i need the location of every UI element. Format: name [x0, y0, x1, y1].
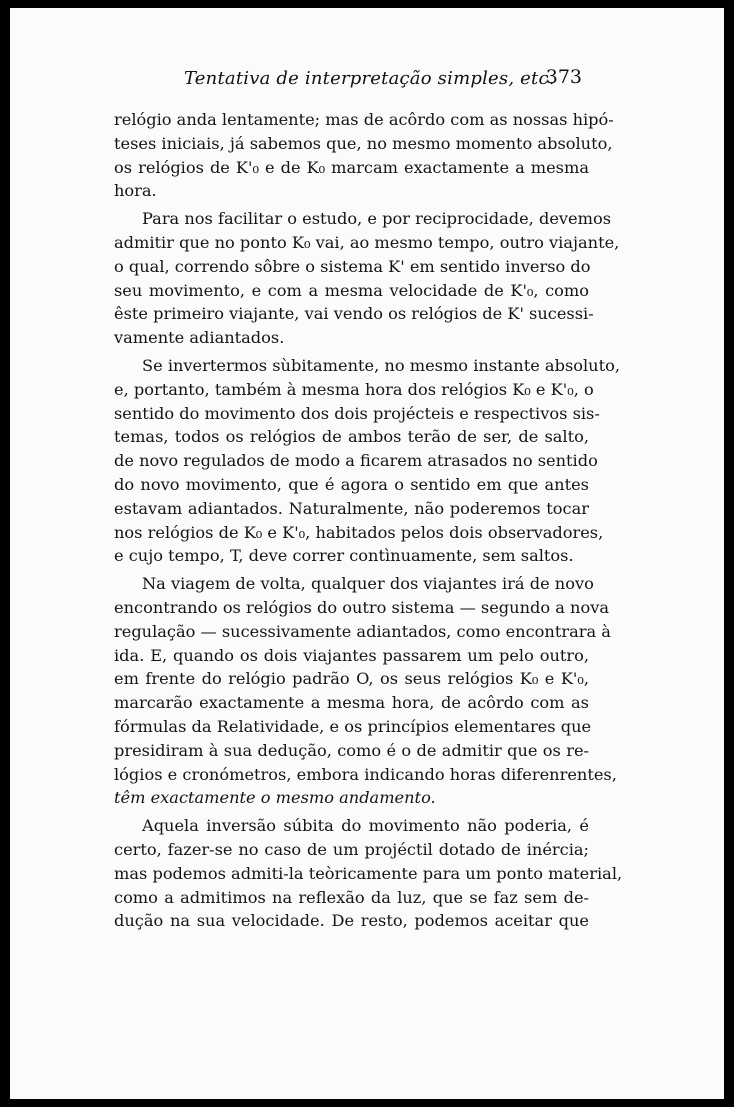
text-line: Para nos facilitar o estudo, e por reciprocidade, devemos [142, 209, 612, 229]
text-line: presidiram à sua dedução, como é o de admitir que os re- [114, 740, 589, 760]
text-line: nos relógios de K₀ e K'₀, habitados pelos dois observadores, [114, 522, 604, 542]
text-line: êste primeiro viajante, vai vendo os relógios de K' sucessi- [114, 304, 594, 324]
paragraph [114, 207, 620, 350]
text-line: certo, fazer-se no caso de um projéctil dotado de inércia; [114, 839, 589, 859]
paragraph [114, 814, 623, 933]
text-line: ida. E, quando os dois viajantes passarem um pelo outro, [114, 645, 589, 665]
text-line: do novo movimento, que é agora o sentido em que antes [114, 474, 589, 494]
page-number: 373 [545, 66, 582, 88]
text-line: lógios e cronómetros, embora indicando horas diferenrentes, [114, 764, 617, 784]
text-line: encontrando os relógios do outro sistema — segundo a nova [114, 597, 610, 617]
text-line: teses iniciais, já sabemos que, no mesmo momento absoluto, [114, 133, 613, 153]
text-line: hora. [114, 181, 157, 201]
text-line: e, portanto, também à mesma hora dos relógios K₀ e K'₀, o [114, 379, 594, 399]
text-line: Na viagem de volta, qualquer dos viajantes irá de novo [142, 574, 594, 594]
text-line: de novo regulados de modo a ficarem atrasados no sentido [114, 451, 598, 471]
text-line: em frente do relógio padrão O, os seus relógios K₀ e K'₀, [114, 669, 589, 689]
paragraph [114, 572, 617, 810]
text-line: admitir que no ponto K₀ vai, ao mesmo tempo, outro viajante, [114, 232, 620, 252]
page-body [114, 108, 623, 933]
paragraph [114, 108, 614, 203]
book-page [10, 8, 724, 1099]
text-line: regulação — sucessivamente adiantados, como encontrara à [114, 621, 611, 641]
text-line: Aquela inversão súbita do movimento não poderia, é [142, 816, 589, 836]
text-line: como a admitimos na reflexão da luz, que se faz sem de- [114, 887, 589, 907]
text-line: dução na sua velocidade. De resto, podemos aceitar que [114, 911, 589, 931]
text-line-italic: têm exactamente o mesmo andamento. [114, 788, 436, 808]
running-header [172, 64, 582, 94]
text-line: mas podemos admiti-la teòricamente para um ponto material, [114, 863, 623, 883]
text-line: os relógios de K'₀ e de K₀ marcam exactamente a mesma [114, 157, 589, 177]
text-line: sentido do movimento dos dois projécteis e respectivos sis- [114, 403, 600, 423]
running-title: Tentativa de interpretação simples, etc. [184, 68, 555, 89]
text-line: o qual, correndo sôbre o sistema K' em sentido inverso do [114, 256, 591, 276]
text-line: e cujo tempo, T, deve correr contìnuamente, sem saltos. [114, 546, 574, 566]
paragraph [114, 354, 620, 568]
text-line: seu movimento, e com a mesma velocidade de K'₀, como [114, 280, 589, 300]
text-line: estavam adiantados. Naturalmente, não poderemos tocar [114, 498, 589, 518]
text-line: fórmulas da Relatividade, e os princípios elementares que [114, 716, 592, 736]
text-line: temas, todos os relógios de ambos terão de ser, de salto, [114, 427, 589, 447]
text-line: vamente adiantados. [114, 328, 285, 348]
text-line: marcarão exactamente a mesma hora, de acôrdo com as [114, 693, 589, 713]
text-line: Se invertermos sùbitamente, no mesmo instante absoluto, [142, 355, 620, 375]
text-line: relógio anda lentamente; mas de acôrdo com as nossas hipó- [114, 110, 614, 129]
